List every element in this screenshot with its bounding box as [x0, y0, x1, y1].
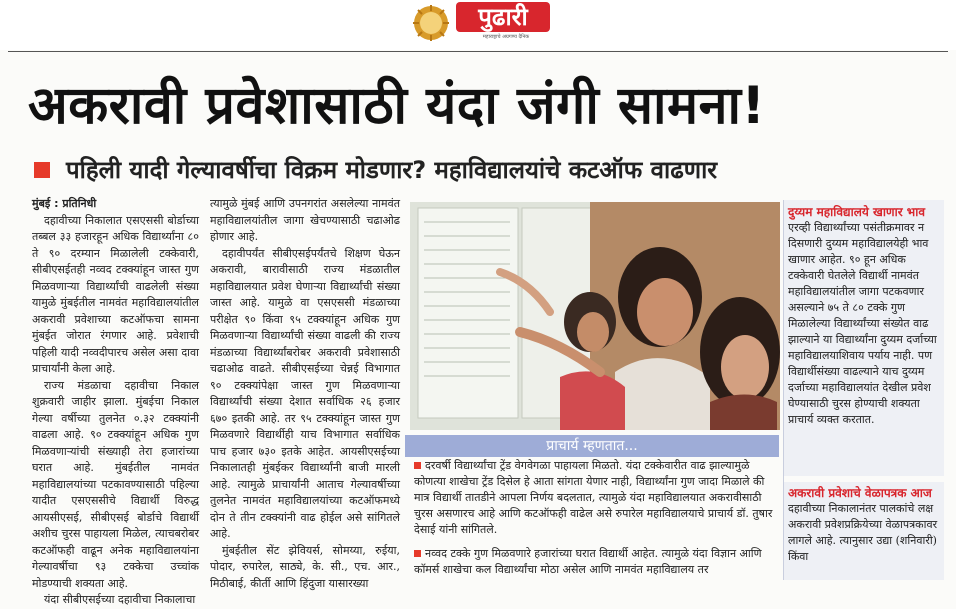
students-photo-illustration: [410, 202, 777, 430]
masthead: [0, 0, 956, 50]
principal-quote-2: [414, 546, 779, 580]
principal-box-title: प्राचार्य म्हणतात...: [546, 438, 638, 454]
paragraph: राज्य मंडळाचा दहावीचा निकाल शुक्रवारी जाहीर झाला. मुंबईचा निकाल गेल्या वर्षीच्या तुलनेत ०.३२ टक्क्यांनी वाढला आहे. ९० टक्क्यांहून अधिक गुण मिळवणाऱ्यांची संख्याही तेरा हजारांच्या घरात आहे. मुंबईतील नामवंत महाविद्यालयांच्या पटकावण्यासाठी पहिल्या यादीत एसएससीचे विद्यार्थी विरुद्ध आयसीएसई, सीबीएसई बोर्डाचे विद्यार्थी अशीच चुरस पाहायला मिळेल, त्याचबरोबर कटऑफही वाढून अनेक महाविद्यालयांना गेल्यावर्षीचा ९३ टक्केचा उच्चांक मोडण्याची शक्यता आहे.: [32, 378, 199, 590]
masthead-divider: [8, 51, 948, 52]
sidebar-box-1: [788, 204, 938, 428]
paragraph: यंदा सीबीएसईच्या दहावीचा निकालाचा: [44, 593, 196, 606]
paragraph: दहावीपर्यंत सीबीएसईपर्यंतचे शिक्षण घेऊन अकरावी, बारावीसाठी राज्य मंडळातील महाविद्यालयात प्रवेश घेणाऱ्या विद्यार्थ्यांची संख्या जास्त आहे. यामुळे वा एसएससी मंडळाच्या परीक्षेत ९० किंवा ९५ टक्क्यांहून अधिक गुण मिळवणाऱ्या विद्यार्थ्यांची संख्या वाढली की राज्य मंडळाच्या विद्यार्थ्यांबरोबर अकरावी प्रवेशासाठी चढाओढ वाढते. सीबीएसईच्या चेन्नई विभागात ९० टक्क्यांपेक्षा जास्त गुण मिळवणाऱ्या विद्यार्थ्यांची संख्या देशात सर्वाधिक २६ हजार ६७० इतकी आहे. तर ९५ टक्क्यांहून जास्त गुण मिळवणारे विद्यार्थीही याच विभागात सर्वाधिक पाच हजार ७३० इतके आहेत. आयसीएसईच्या निकालातही मुंबईकर विद्यार्थ्यांनी बाजी मारली आहे. त्यामुळे प्राचार्यांनी आताच गेल्यावर्षीच्या तुलनेत नामवंत महाविद्यालयांच्या कटऑफमध्ये दोन ते तीन टक्क्यांनी वाढ होईल असे सांगितले आहे.: [210, 246, 400, 540]
sidebar-box-1-title: दुय्यम महाविद्यालये खाणार भाव: [788, 205, 926, 219]
paragraph: त्यामुळे मुंबई आणि उपनगरांत असलेल्या नामवंत महाविद्यालयांतील जागा खेचण्यासाठी चढाओढ होणार आहे.: [210, 197, 400, 243]
principal-box-title-bar: [405, 435, 779, 457]
brand-emblem-icon: [412, 4, 450, 42]
quote-text: दरवर्षी विद्यार्थ्यांचा ट्रेंड वेगवेगळा पाहायला मिळतो. यंदा टक्केवारीत वाढ झाल्यामुळे कोणत्या शाखेचा ट्रेंड दिसेल हे आता सांगता येणार नाही, विद्यार्थ्यांना गुण जादा मिळाले की मात्र विद्यार्थी तातडीने आपला निर्णय बदलतात, त्यामुळे यंदा महाविद्यालयात अकरावीसाठी चुरस असणारच आहे आणि कटऑफही वाढेल असे रुपारेल महाविद्यालयाचे प्राचार्य डॉ. तुषार देसाई यांनी सांगितले.: [414, 459, 773, 536]
byline: मुंबई : प्रतिनिधी: [32, 197, 97, 210]
article-subheadline: [32, 150, 942, 190]
sidebar-divider: [784, 476, 944, 482]
brand-tagline: महाराष्ट्राचे अग्रगण्य दैनिक: [482, 34, 530, 40]
paragraph: दहावीच्या निकालात एसएससी बोर्डाच्या तब्बल ३३ हजारहून अधिक विद्यार्थ्यांना ८० ते ९० दरम्यान मिळालेली टक्केवारी, सीबीएसईतही नव्वद टक्क्यांहून जास्त गुण मिळवणाऱ्या विद्यार्थ्यांची वाढलेली संख्या यामुळे मुंबईतील नामवंत महाविद्यालयांतील अकरावी प्रवेशाच्या कटऑफचा सामना मुंबईत जोरात रंगणार आहे. प्रवेशाची पहिली यादी नव्वदीपारच असेल असा दावा प्राचार्यांनी केला आहे.: [32, 213, 199, 375]
bullet-icon: [414, 550, 421, 557]
article-photo: [410, 202, 777, 430]
subheadline-text: पहिली यादी गेल्यावर्षीचा विक्रम मोडणार? महाविद्यालयांचे कटऑफ वाढणार: [66, 156, 718, 184]
sidebar-box-2-body: दहावीच्या निकालानंतर पालकांचे लक्ष अकरावी प्रवेशप्रक्रियेच्या वेळापत्रकावर लागले आहे. त्यानुसार उद्या (शनिवारी) किंवा: [788, 502, 938, 563]
article-column-1: [32, 196, 199, 606]
principal-quote-1: [414, 458, 779, 536]
bullet-icon: [414, 462, 421, 469]
sidebar-box-1-body: एरव्ही विद्यार्थ्यांच्या पसंतीक्रमावर न दिसणारी दुय्यम महाविद्यालयेही भाव खाणार आहेत. ९० हून अधिक टक्केवारी घेतलेले विद्यार्थी नामवंत महाविद्यालयांतील जागा पटकवणार असल्याने ७५ ते ८० टक्के गुण मिळालेल्या विद्यार्थ्यांच्या संख्येत वाढ झाल्याने या विद्यार्थ्यांना दुय्यम दर्जाच्या महाविद्यालयाशिवाय पर्याय नाही. पण विद्यार्थीसंख्या वाढल्याने याच दुय्यम दर्जाच्या महाविद्यालयांत देखील प्रवेश घेण्यासाठी चुरस होण्याची शक्यता प्राचार्य व्यक्त करतात.: [788, 221, 937, 426]
sidebar-box-2: [788, 485, 938, 565]
article-headline: अकरावी प्रवेशासाठी यंदा जंगी सामना!: [28, 76, 766, 136]
paragraph: मुंबईतील सेंट झेवियर्स, सोमय्या, रुईया, पोदार, रुपारेल, साठ्ये, के. सी., एच. आर., मिठीबाई, कीर्ती आणि हिंदुजा यासारख्या: [210, 543, 400, 590]
brand-logo: पुढारी: [456, 2, 550, 32]
sidebar: [783, 200, 944, 580]
quote-text: नव्वद टक्के गुण मिळवणारे हजारांच्या घरात विद्यार्थी आहेत. त्यामुळे यंदा विज्ञान आणि कॉमर्स शाखेचा कल विद्यार्थ्यांचा मोठा असेल आणि नामवंत महाविद्यालय तर: [414, 547, 762, 576]
article-column-2: [210, 196, 400, 590]
sidebar-box-2-title: अकरावी प्रवेशाचे वेळापत्रक आज: [788, 486, 932, 500]
red-square-icon: [34, 162, 50, 178]
